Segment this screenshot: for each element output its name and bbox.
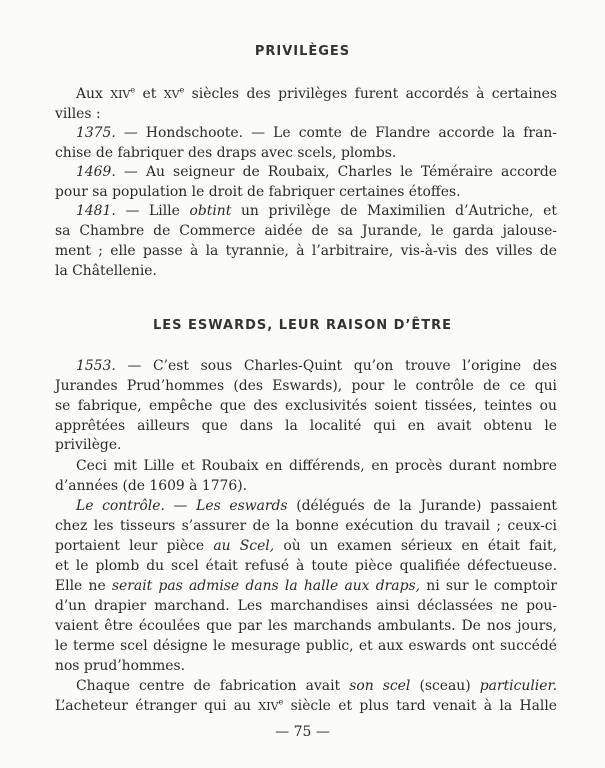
paragraph-centre-line: Chaque centre de fabrication avait son scel (sceau) particulier. [76,678,557,694]
section-title-privileges: PRIVILÈGES [254,44,351,59]
paragraph-centre-line: L’acheteur étranger qui au XIVe siècle et plus tard venait à la Halle [55,697,557,714]
section-title-eswards: LES ESWARDS, LEUR RAISON D’ÊTRE [152,318,453,333]
paragraph-lille-line: Ceci mit Lille et Roubaix en différends, en procès durant nombre [76,458,557,474]
paragraph-controle-line: portaient leur pièce au Scel, où un examen sérieux en était fait, [55,538,557,554]
entry-1481-line: 1481. — Lille obtint un privilège de Maximilien d’Autriche, et [76,203,557,219]
paragraph-1553-line: 1553. — C’est sous Charles-Quint qu’on trouve l’origine des [76,358,557,374]
paragraph-1553-line: apprêtées ailleurs que dans la localité qui en avait obtenu le [55,418,557,434]
entry-1481-line: ment ; elle passe à la tyrannie, à l’arbitraire, vis-à-vis des villes de [55,243,557,259]
paragraph-controle-line: Le contrôle. — Les eswards (délégués de la Jurande) passaient [76,498,557,514]
entry-1375-line: chise de fabriquer des draps avec scels, plombs. [55,145,397,161]
paragraph-1553-line: privilège. [55,437,122,453]
paragraph-lille-line: d’années (de 1609 à 1776). [55,478,248,494]
paragraph-controle-line: le terme scel désigne le mesurage public, et aux eswards ont succédé [55,638,557,654]
entry-1481-line: sa Chambre de Commerce aidée de sa Jurande, le garda jalouse- [55,223,557,239]
paragraph-intro-line: Aux XIVe et XVe siècles des privilèges furent accordés à certaines [76,85,558,102]
paragraph-1553-line: se fabrique, empêche que des exclusivités soient tissées, teintes ou [55,398,557,414]
paragraph-controle-line: et le plomb du scel était refusé à toute pièce qualifiée défectueuse. [55,558,557,574]
entry-1481-line: la Châtellenie. [55,263,157,279]
paragraph-controle-line: Elle ne serait pas admise dans la halle aux draps, ni sur le comptoir [55,578,558,594]
paragraph-intro-line: villes : [55,106,101,122]
paragraph-1553-line: Jurandes Prud’hommes (des Eswards), pour le contrôle de ce qui [55,378,557,394]
paragraph-controle-line: nos prud’hommes. [55,658,186,674]
paragraph-controle-line: d’un drapier marchand. Les marchandises ainsi déclassées ne pou- [55,598,557,614]
entry-1469-line: pour sa population le droit de fabriquer certaines étoffes. [55,184,461,200]
paragraph-controle-line: chez les tisseurs s’assurer de la bonne exécution du travail ; ceux-ci [55,518,557,534]
paragraph-controle-line: vaient être écoulées que par les marchands ambulants. De nos jours, [55,618,557,634]
entry-1375-line: 1375. — Hondschoote. — Le comte de Flandre accorde la fran- [76,125,557,141]
entry-1469-line: 1469. — Au seigneur de Roubaix, Charles le Téméraire accorde [76,164,557,180]
page-number: — 75 — [275,724,330,740]
